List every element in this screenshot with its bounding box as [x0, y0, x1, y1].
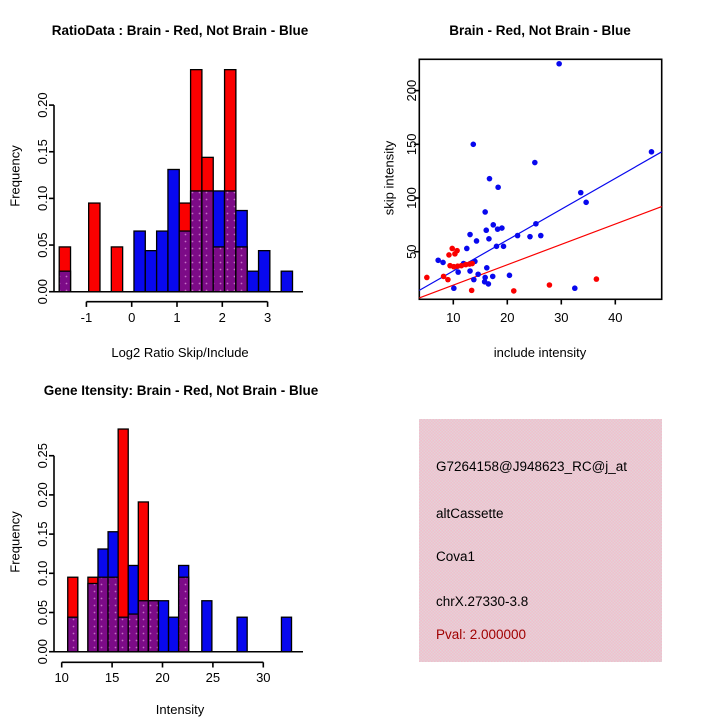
hist-bar: [237, 617, 247, 651]
scatter-point-blue: [455, 269, 461, 275]
hist-bar: [145, 251, 156, 292]
scatter-point-red: [449, 246, 455, 252]
scatter-point-blue: [490, 222, 496, 228]
scatter-point-blue: [490, 274, 496, 280]
hist-bar-overlap: [236, 247, 247, 292]
scatter-point-blue: [451, 285, 457, 291]
gene-hist-xlabel: Intensity: [155, 702, 205, 717]
scatter-point-red: [446, 252, 452, 258]
hist-bar-overlap: [148, 601, 158, 652]
scatter-point-blue: [470, 142, 476, 148]
scatter-point-red: [454, 248, 460, 254]
scatter-point-blue: [556, 61, 562, 67]
tick-label: 0.10: [35, 185, 50, 212]
tick-label: 0.10: [35, 560, 50, 586]
hist-bar-overlap: [128, 614, 138, 652]
ratio-histogram: [35, 70, 303, 325]
scatter-point-red: [445, 277, 451, 283]
tick-label: 30: [256, 670, 271, 685]
tick-label: 3: [263, 310, 272, 325]
scatter-point-blue: [440, 260, 446, 266]
scatter-point-blue: [495, 184, 501, 190]
hist-bar: [89, 203, 100, 292]
hist-bar-overlap: [179, 231, 190, 292]
scatter-point-blue: [435, 257, 441, 263]
splice-type: altCassette: [436, 506, 504, 521]
tick-label: -1: [80, 310, 93, 325]
hist-bar-overlap: [88, 583, 98, 651]
hist-bar: [247, 271, 258, 292]
tick-label: 30: [554, 310, 569, 325]
tick-label: 0.00: [35, 279, 50, 305]
gene-hist-title: Gene Itensity: Brain - Red, Not Brain - Blue: [43, 383, 319, 398]
scatter-point-blue: [499, 225, 505, 231]
tick-label: 0.05: [35, 599, 50, 626]
probe-id: G7264158@J948623_RC@j_at: [436, 459, 628, 474]
gene-name: Cova1: [436, 549, 476, 564]
ratio-hist-xlabel: Log2 Ratio Skip/Include: [111, 345, 249, 360]
scatter-point-blue: [467, 268, 473, 274]
tick-label: 2: [218, 310, 226, 325]
scatter-point-blue: [475, 271, 481, 277]
info-box: [419, 419, 662, 662]
hist-bar-overlap: [59, 271, 70, 292]
tick-label: 0.15: [35, 139, 50, 165]
pval: Pval: 2.000000: [436, 627, 527, 642]
hist-bar-overlap: [191, 191, 202, 292]
hist-bar-overlap: [225, 191, 236, 292]
scatter-point-blue: [494, 244, 500, 250]
scatter-point-blue: [471, 277, 477, 283]
scatter-ylabel: skip intensity: [381, 140, 397, 216]
hist-bar: [158, 601, 168, 652]
plot-box: [419, 59, 661, 299]
scatter-point-red: [424, 275, 430, 281]
hist-bar: [134, 231, 145, 292]
ratio-hist-title: RatioData : Brain - Red, Not Brain - Blue: [51, 23, 309, 38]
tick-label: 1: [173, 310, 181, 325]
tick-label: 200: [404, 79, 419, 102]
scatter-point-blue: [487, 176, 493, 182]
tick-label: 20: [155, 670, 170, 685]
hist-bar-overlap: [138, 601, 148, 652]
scatter-point-blue: [572, 285, 578, 291]
scatter-point-blue: [484, 265, 490, 271]
scatter-point-blue: [507, 273, 513, 279]
hist-bar-overlap: [202, 191, 213, 292]
tick-label: 100: [404, 187, 419, 209]
tick-label: 0.15: [35, 521, 50, 547]
hist-bar-overlap: [179, 577, 189, 651]
tick-label: 20: [500, 310, 515, 325]
scatter-point-blue: [533, 221, 539, 227]
hist-bar: [157, 231, 168, 292]
scatter-point-blue: [538, 233, 544, 239]
tick-label: 0: [128, 310, 136, 325]
tick-label: 25: [205, 670, 221, 685]
hist-bar: [111, 247, 122, 292]
scatter-point-blue: [649, 149, 655, 155]
scatter-point-blue: [515, 233, 521, 239]
scatter-point-blue: [474, 238, 480, 244]
scatter-point-red: [594, 276, 600, 282]
scatter-point-red: [511, 288, 517, 294]
gene-hist-ylabel: Frequency: [7, 511, 23, 573]
scatter-point-blue: [486, 281, 492, 287]
hist-bar-overlap: [213, 247, 224, 292]
scatter-point-blue: [482, 209, 488, 215]
scatter-point-blue: [486, 236, 492, 242]
scatter-point-blue: [532, 160, 538, 166]
hist-bar-overlap: [118, 617, 128, 651]
hist-bar-overlap: [98, 577, 108, 651]
tick-label: 150: [404, 133, 419, 156]
scatter-point-blue: [583, 199, 589, 205]
scatter-title: Brain - Red, Not Brain - Blue: [449, 23, 631, 38]
hist-bar: [281, 617, 291, 651]
scatter-point-red: [469, 288, 475, 294]
scatter-point-blue: [464, 246, 470, 252]
tick-label: 10: [446, 310, 461, 325]
tick-label: 0.05: [35, 232, 50, 258]
tick-label: 10: [54, 670, 69, 685]
scatter-point-blue: [467, 232, 473, 238]
gene-histogram: [35, 429, 303, 685]
hist-bar: [259, 251, 270, 292]
intensity-scatter: [404, 59, 662, 325]
scatter-point-blue: [483, 227, 489, 233]
scatter-point-red: [547, 282, 553, 288]
scatter-point-blue: [578, 190, 584, 196]
scatter-point-blue: [501, 244, 507, 250]
scatter-point-red: [469, 261, 475, 267]
tick-label: 0.25: [35, 443, 50, 469]
tick-label: 15: [104, 670, 120, 685]
tick-label: 50: [404, 244, 419, 259]
hist-bar-overlap: [68, 617, 78, 651]
locus: chrX.27330-3.8: [436, 594, 529, 609]
tick-label: 0.00: [35, 639, 50, 665]
scatter-point-blue: [527, 234, 533, 240]
tick-label: 0.20: [35, 482, 50, 508]
hist-bar: [169, 617, 179, 651]
hist-bar: [202, 601, 212, 652]
ratio-hist-ylabel: Frequency: [7, 145, 23, 207]
hist-bar-overlap: [108, 577, 118, 651]
hist-bar: [281, 271, 292, 292]
hist-bar: [168, 169, 179, 291]
tick-label: 40: [608, 310, 623, 325]
tick-label: 0.20: [35, 92, 50, 118]
scatter-xlabel: include intensity: [493, 345, 587, 360]
